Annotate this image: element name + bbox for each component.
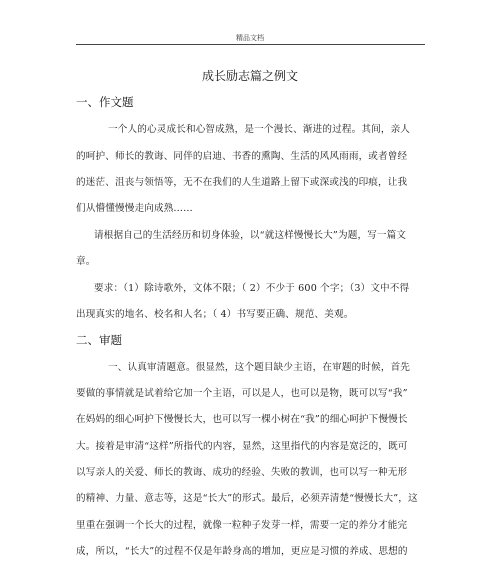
paragraph-line: 要做的事情就是试着给它加一个主语，可以是人，也可以是物，既可以写“我” (76, 388, 408, 399)
page-header-label: 精品文档 (236, 34, 264, 42)
paragraph-line: 的呵护、师长的教诲、同伴的启迪、书香的熏陶、生活的风风雨雨，或者曾经 (76, 151, 408, 162)
document-title: 成长励志篇之例文 (201, 69, 298, 83)
requirements-line: 要求：（1）除诗歌外，文体不限；（ 2）不少于 600 个字；（3）文中不得 (94, 283, 410, 294)
section-heading-topic: 一、作文题 (76, 95, 134, 109)
paragraph-line: 章。 (76, 256, 96, 267)
header-divider (76, 44, 425, 45)
paragraph-line: 成，所以，“长大”的过程不仅是年龄身高的增加，更应是习惯的养成、思想的 (76, 546, 408, 557)
paragraph-line: 以写亲人的关爱、师长的教诲、成功的经验、失败的教训，也可以写一种无形 (76, 467, 408, 478)
paragraph-line: 在妈妈的细心呵护下慢慢长大，也可以写一棵小树在“我”的细心呵护下慢慢长 (76, 414, 408, 425)
paragraph-line: 一、认真审清题意。很显然，这个题目缺少主语，在审题的时候，首先 (108, 362, 411, 373)
paragraph-line: 里重在强调一个长大的过程，就像一粒种子发芽一样，需要一定的养分才能完 (76, 520, 408, 531)
paragraph-line: 的迷茫、沮丧与领悟等，无不在我们的人生道路上留下或深或浅的印痕，让我 (76, 177, 408, 188)
paragraph-line: 的精神、力量、意志等，这是“长大”的形式。最后，必须弄清楚“慢慢长大”，这 (76, 493, 418, 504)
paragraph-line: 大。接着是审清“这样”所指代的内容，显然，这里指代的内容是宽泛的，既可 (76, 441, 408, 452)
paragraph-line: 请根据自己的生活经历和切身体验，以“就这样慢慢长大”为题，写一篇文 (94, 230, 407, 241)
section-heading-analysis: 二、审题 (76, 333, 122, 347)
paragraph-line: 一个人的心灵成长和心智成熟，是一个漫长、渐进的过程。其间，亲人 (108, 124, 411, 135)
requirements-line: 出现真实的地名、校名和人名；（ 4）书写要正确、规范、美观。 (76, 309, 354, 320)
paragraph-line: 们从懵懂慢慢走向成熟…… (76, 203, 193, 214)
